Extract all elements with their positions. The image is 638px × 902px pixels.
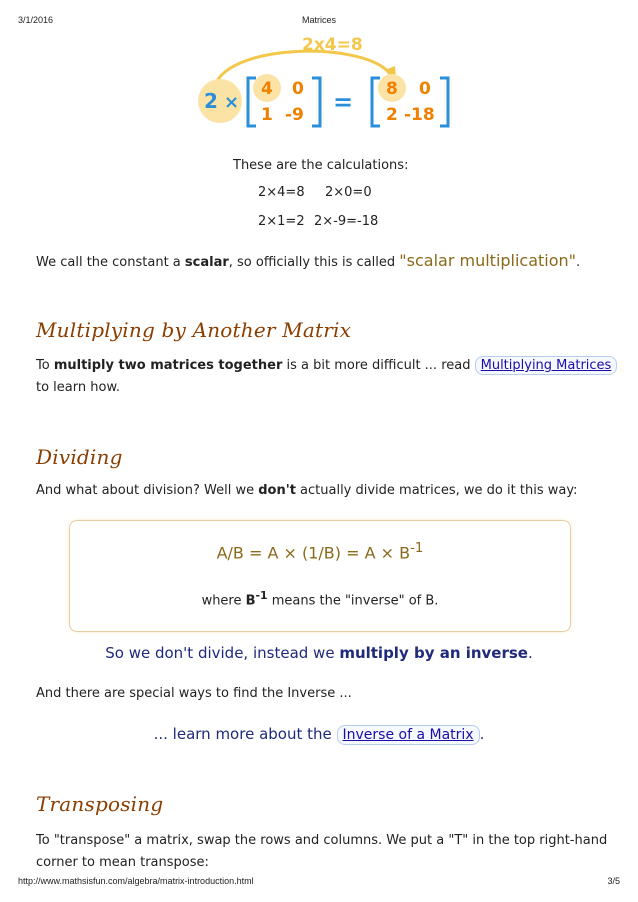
division-formula [70,541,570,562]
navy-bold: multiply by an inverse [339,644,528,662]
multiply-text: to learn how. [36,380,121,395]
divide-text: And what about division? Well we [36,483,259,498]
print-date: 3/1/2016 [18,15,54,25]
scalar-text: . [576,255,581,270]
right-matrix-entry: 0 [419,79,431,99]
note-exponent: -1 [255,589,268,602]
times-symbol: × [224,92,240,113]
note-text: means the "inverse" of B. [267,593,439,609]
scalar-paragraph [36,250,626,274]
navy-text: So we don't divide, instead we [105,644,340,662]
calc-cell: 2×0=0 [325,185,372,200]
left-matrix-entry: -9 [285,105,304,125]
right-matrix-bracket-close [440,78,448,126]
heading-transposing: Transposing [36,792,164,816]
transpose-text: To "transpose" a matrix, swap the rows and columns. We put a "T" in the top right-hand [36,833,608,848]
right-matrix-entry: 2 [386,105,398,125]
heading-dividing: Dividing [36,445,123,469]
calc-cell: 2×4=8 [258,185,305,200]
multiply-text: To [36,358,54,373]
divide-bold: don't [258,483,296,498]
inverse-of-matrix-link[interactable]: Inverse of a Matrix [337,725,480,745]
page-number: 3/5 [607,876,620,886]
special-ways-text: And there are special ways to find the Inverse ... [36,686,352,701]
left-matrix-entry: 4 [261,79,273,99]
right-matrix-entry: -18 [404,105,435,125]
multiply-paragraph [36,355,626,399]
calc-cell: 2×-9=-18 [314,214,379,229]
scalar-illustration [190,28,460,138]
multiply-inverse-line [0,644,638,662]
divide-paragraph [36,480,626,502]
formula-exponent: -1 [410,541,424,556]
scalar-multiplication-phrase: "scalar multiplication" [399,251,577,270]
print-title: Matrices [301,15,336,25]
navy-text: ... learn more about the [153,725,337,743]
scalar-text: , so officially this is called [228,255,400,270]
multiply-text: is a bit more difficult ... read [282,358,475,373]
left-matrix-entry: 0 [292,79,304,99]
divide-text: actually divide matrices, we do it this way: [295,483,578,498]
transpose-paragraph [36,830,626,874]
scalar-term: scalar [184,255,229,270]
formula-box [69,520,571,632]
learn-more-line [0,725,638,743]
calc-cell: 2×1=2 [258,214,305,229]
transpose-text: corner to mean transpose: [36,855,209,870]
arrow-label: 2x4=8 [302,35,363,55]
print-url: http://www.mathsisfun.com/algebra/matrix-introduction.html [18,876,254,886]
heading-multiplying: Multiplying by Another Matrix [36,318,352,342]
calculations-intro: These are the calculations: [233,158,409,173]
equals-symbol: = [333,88,354,116]
navy-text: . [479,725,485,743]
inverse-note [70,589,570,608]
scalar-text: We call the constant a [36,255,185,270]
formula-text: A/B = A × (1/B) = A × B [216,543,411,563]
multiplying-matrices-link[interactable]: Multiplying Matrices [475,356,618,375]
note-text: where [201,593,246,609]
navy-text: . [527,644,533,662]
scalar-value: 2 [204,89,218,113]
multiply-bold: multiply two matrices together [53,358,283,373]
note-b: B [245,593,256,609]
left-matrix-entry: 1 [261,105,273,125]
left-matrix-bracket-close [312,78,320,126]
right-matrix-entry: 8 [386,79,398,99]
